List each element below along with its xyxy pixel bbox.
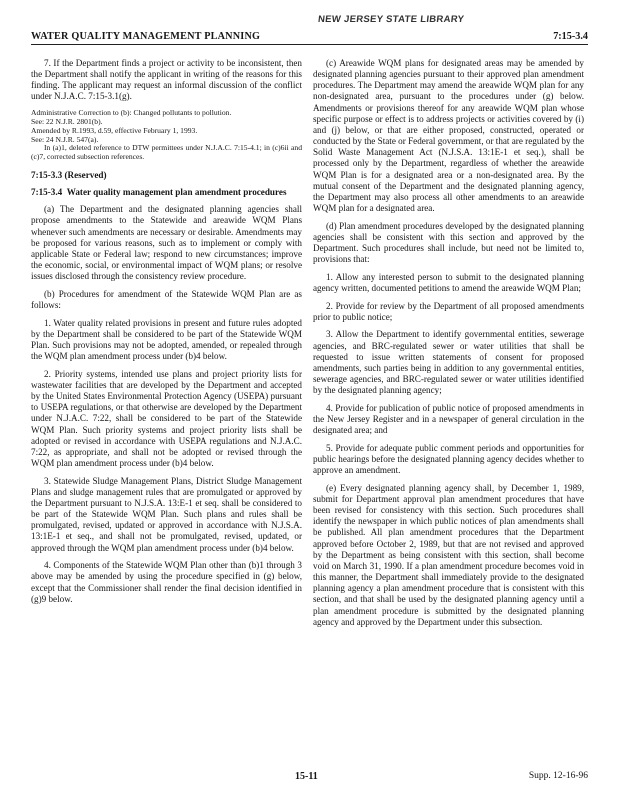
- paragraph-d1: 1. Allow any interested person to submit to the designated planning agency written, documented petitions to amend the areawide WQM Plan;: [313, 271, 584, 293]
- right-column: [313, 58, 584, 634]
- paragraph-d3: 3. Allow the Department to identify governmental entities, sewerage agencies, and BRC-regulated sewer or water utilities that shall be requested to issue written statements of consent for proposed amendments, such parties being in addition to any governmental entities, sewerage agencies, and BRC-regulated sewer or water utilities identified by the designated planning agency;: [313, 329, 584, 396]
- header-title: WATER QUALITY MANAGEMENT PLANNING: [31, 31, 261, 42]
- header-section-number: 7:15-3.4: [553, 31, 588, 42]
- history-note: See: 24 N.J.R. 547(a).: [31, 134, 99, 144]
- paragraph-b1: 1. Water quality related provisions in present and future rules adopted by the Department shall be considered to be part of the Statewide WQM Plan. Such provisions may not be adopted, amended, or repealed through the WQM plan amendment process under (b)4 below.: [31, 317, 302, 362]
- section-heading-3-3: 7:15-3.3 (Reserved): [31, 169, 107, 180]
- library-stamp: NEW JERSEY STATE LIBRARY: [317, 14, 465, 25]
- paragraph-b4: 4. Components of the Statewide WQM Plan other than (b)1 through 3 above may be amended by using the procedure specified in (g) below, except that the Commissioner shall render the final decision identified in (g)9 below.: [31, 560, 302, 604]
- history-note: Amended by R.1993, d.59, effective February 1, 1993.: [31, 125, 198, 135]
- supplement-date: Supp. 12-16-96: [528, 771, 588, 781]
- paragraph-b3: 3. Statewide Sludge Management Plans, District Sludge Management Plans and sludge management rules that are promulgated or approved by the Department pursuant to N.J.S.A. 13:E-1 et seq. shall be considered to be part of the Statewide WQM Plan. Such plans and rules shall be promulgated, revised, updated or approved in accordance with N.J.S.A. 13:1E-1 et seq., and shall not be promulgated, revised, updated, or approved through the WQM plan amendment process under (b)4 below.: [31, 475, 302, 553]
- paragraph-d4: 4. Provide for publication of public notice of proposed amendments in the New Jersey Register and in a newspaper of general circulation in the designated area; and: [313, 402, 584, 436]
- paragraph-b2: 2. Priority systems, intended use plans and project priority lists for wastewater facilities that are developed by the Department and accepted by the United States Environmental Protection Agency (USEPA) pursuant to USEPA regulations, or that otherwise are developed by the Department under N.J.A.C. 7:22, shall be considered to be part of the Statewide WQM Plan. Such priority systems and project priority lists shall be adopted or revised in accordance with USEPA regulations and N.J.A.C. 7:22, as appropriate, and shall not be adopted or revised through the WQM plan amendment process under (b)4 below.: [31, 368, 302, 468]
- history-note: In (a)1, deleted reference to DTW permittees under N.J.A.C. 7:15-4.1; in (c)6ii and (c)7, corrected subsection references.: [31, 143, 302, 162]
- paragraph-d: (d) Plan amendment procedures developed by the designated planning agencies shall be consistent with this section and approved by the Department. Such procedures shall include, but need not be limited to, provisions that:: [313, 220, 584, 265]
- history-note: See: 22 N.J.R. 2801(b).: [31, 116, 103, 126]
- running-header: [31, 31, 588, 45]
- paragraph-c: (c) Areawide WQM plans for designated areas may be amended by designated planning agencies pursuant to their approved plan amendment procedures. The Department may amend the areawide WQM plan for any non-designated area, pursuant to the procedures under (g) below. Amendments or provisions thereof for any areawide WQM plan whose specific purpose or effect is to address projects or activities covered by (i) and (j) below, or that are either proposed, constructed, operated or conducted by the State or Federal government, or that are regulated by the Solid Waste Management Act (N.J.S.A. 13:1E-1 et seq.), shall be processed only by the Department, regardless of whether the areawide WQM Plan is for a designated area or a non-designated area. By the mutual consent of the Department and the designated planning agency, the Department may also process all other amendments to an areawide WQM plan for a designated area.: [313, 58, 584, 214]
- history-notes: [31, 109, 302, 162]
- paragraph-a: (a) The Department and the designated planning agencies shall propose amendments to the Statewide and areawide WQM Plans whenever such amendments are necessary or desirable. Amendments may be proposed for various reasons, such as to implement or comply with applicable State or Federal law; respond to new circumstances; improve the economic, social, or environmental impact of WQM plans; or resolve issues disclosed through the consistency review procedure.: [31, 204, 302, 282]
- history-note: Administrative Correction to (b): Changed pollutants to pollution.: [31, 108, 232, 118]
- page-number: 15-11: [295, 771, 318, 782]
- section-title: Water quality management plan amendment procedures: [66, 187, 287, 198]
- paragraph-b: (b) Procedures for amendment of the Statewide WQM Plan are as follows:: [31, 288, 302, 310]
- paragraph-e: (e) Every designated planning agency shall, by December 1, 1989, submit for Department approval plan amendment procedures that have been revised for consistency with this section. Such procedures shall identify the newspaper in which public notices of plan amendments shall be published. All plan amendment procedures that the Department approved before October 2, 1989, but that are not revised and approved by the Department as being consistent with this section, shall become void on March 31, 1990. If a plan amendment procedure becomes void in this manner, the Department shall immediately provide to the designated planning agency a plan amendment procedure that is consistent with this section, and that shall be used by the designated planning agency until a plan amendment procedure is submitted by the designated planning agency and approved by the Department under this subsection.: [313, 482, 584, 627]
- section-heading-3-4: [31, 187, 302, 198]
- paragraph-d5: 5. Provide for adequate public comment periods and opportunities for public hearings before the designated planning agency decides whether to approve an amendment.: [313, 442, 584, 476]
- paragraph-d2: 2. Provide for review by the Department of all proposed amendments prior to public notice;: [313, 300, 584, 322]
- left-column: [31, 58, 302, 611]
- paragraph-7: 7. If the Department finds a project or activity to be inconsistent, then the Department shall notify the applicant in writing of the reasons for this finding. The applicant may request an informal discussion of the conflict under N.J.A.C. 7:15-3.1(g).: [31, 58, 302, 102]
- section-number: 7:15-3.4: [31, 187, 63, 198]
